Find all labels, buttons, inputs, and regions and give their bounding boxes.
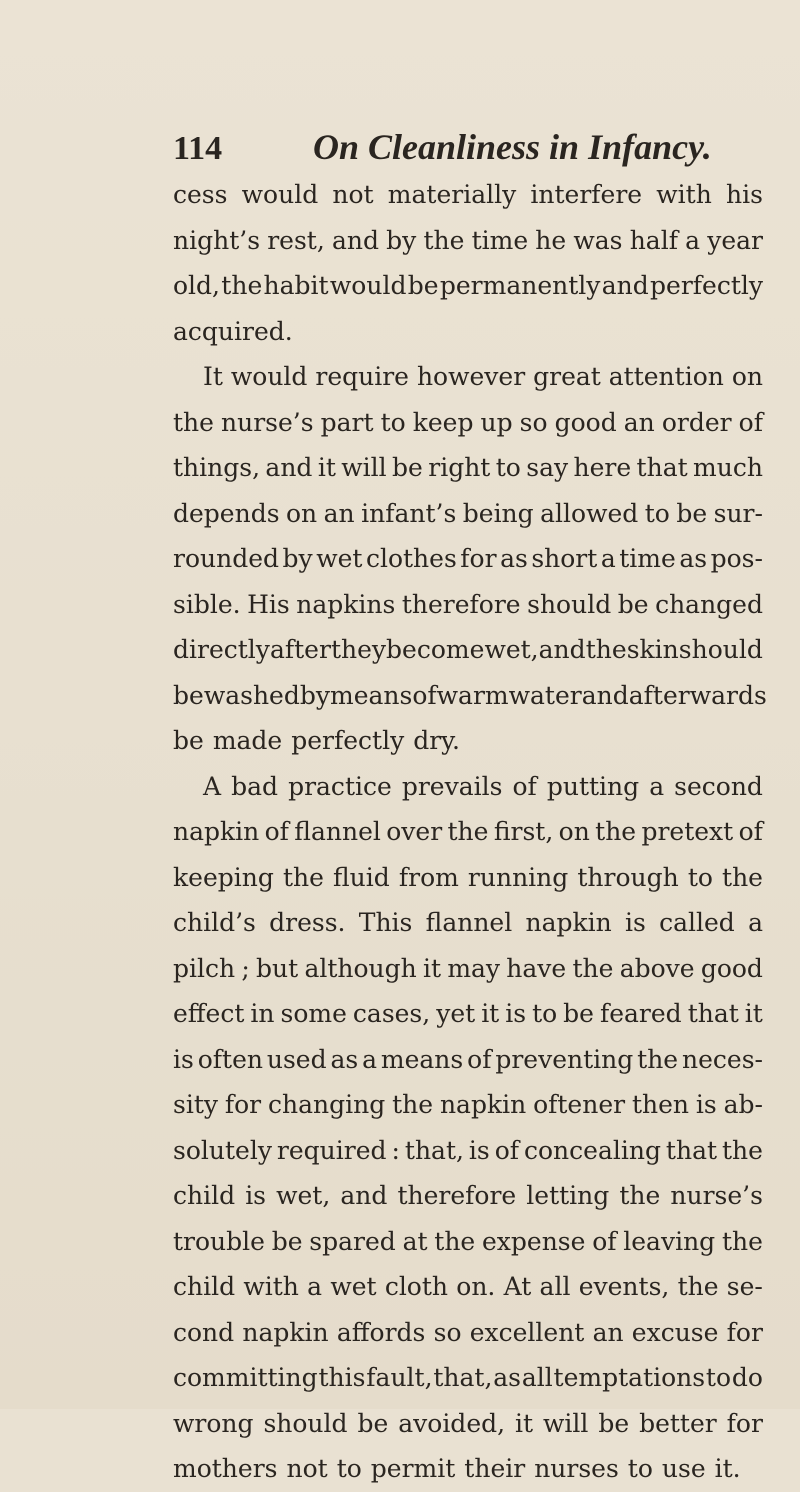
text-line: cond napkin affords so excellent an excuse for: [173, 1317, 763, 1347]
text-line: solutely required : that, is of concealing that the: [173, 1135, 763, 1165]
text-line: night’s rest, and by the time he was half a year: [173, 225, 763, 255]
text-line: trouble be spared at the expense of leaving the: [173, 1226, 763, 1256]
text-line: child with a wet cloth on. At all events, the se-: [173, 1272, 763, 1301]
text-line: sible. His napkins therefore should be changed: [173, 589, 763, 619]
text-line: child is wet, and therefore letting the nurse’s: [173, 1181, 763, 1210]
text-line: old, the habit would be permanently and perfectly: [173, 271, 763, 300]
text-line: effect in some cases, yet it is to be feared that it: [173, 999, 763, 1028]
text-line: things, and it will be right to say here that much: [173, 453, 763, 482]
text-line: sity for changing the napkin oftener then is ab-: [173, 1090, 763, 1119]
body-text: [173, 172, 767, 1492]
text-line: the nurse’s part to keep up so good an order of: [173, 407, 763, 437]
text-line: wrong should be avoided, it will be better for: [173, 1408, 763, 1438]
text-line: cess would not materially interfere with his: [173, 180, 763, 209]
text-line: It would require however great attention on: [203, 362, 763, 391]
text-line: be washed by means of warm water and afterwards: [173, 680, 767, 710]
running-title: On Cleanliness in Infancy.: [313, 127, 712, 167]
page-number: 114: [173, 130, 223, 167]
text-line: be made perfectly dry.: [173, 726, 460, 755]
text-line: pilch ; but although it may have the above good: [173, 953, 763, 983]
text-line: committing this fault, that, as all temptations to do: [173, 1363, 763, 1392]
text-line: napkin of flannel over the first, on the pretext of: [173, 817, 763, 846]
text-line: acquired.: [173, 316, 293, 346]
text-line: is often used as a means of preventing the neces-: [173, 1044, 763, 1074]
text-line: A bad practice prevails of putting a second: [203, 771, 763, 801]
text-line: depends on an infant’s being allowed to be sur-: [173, 498, 763, 528]
text-line: directly after they become wet, and the skin should: [173, 635, 763, 664]
text-line: keeping the fluid from running through to the: [173, 862, 763, 892]
text-line: child’s dress. This flannel napkin is called a: [173, 908, 763, 937]
text-line: rounded by wet clothes for as short a time as pos-: [173, 544, 763, 573]
running-head: [173, 122, 773, 172]
text-line: mothers not to permit their nurses to use it.: [173, 1454, 741, 1483]
